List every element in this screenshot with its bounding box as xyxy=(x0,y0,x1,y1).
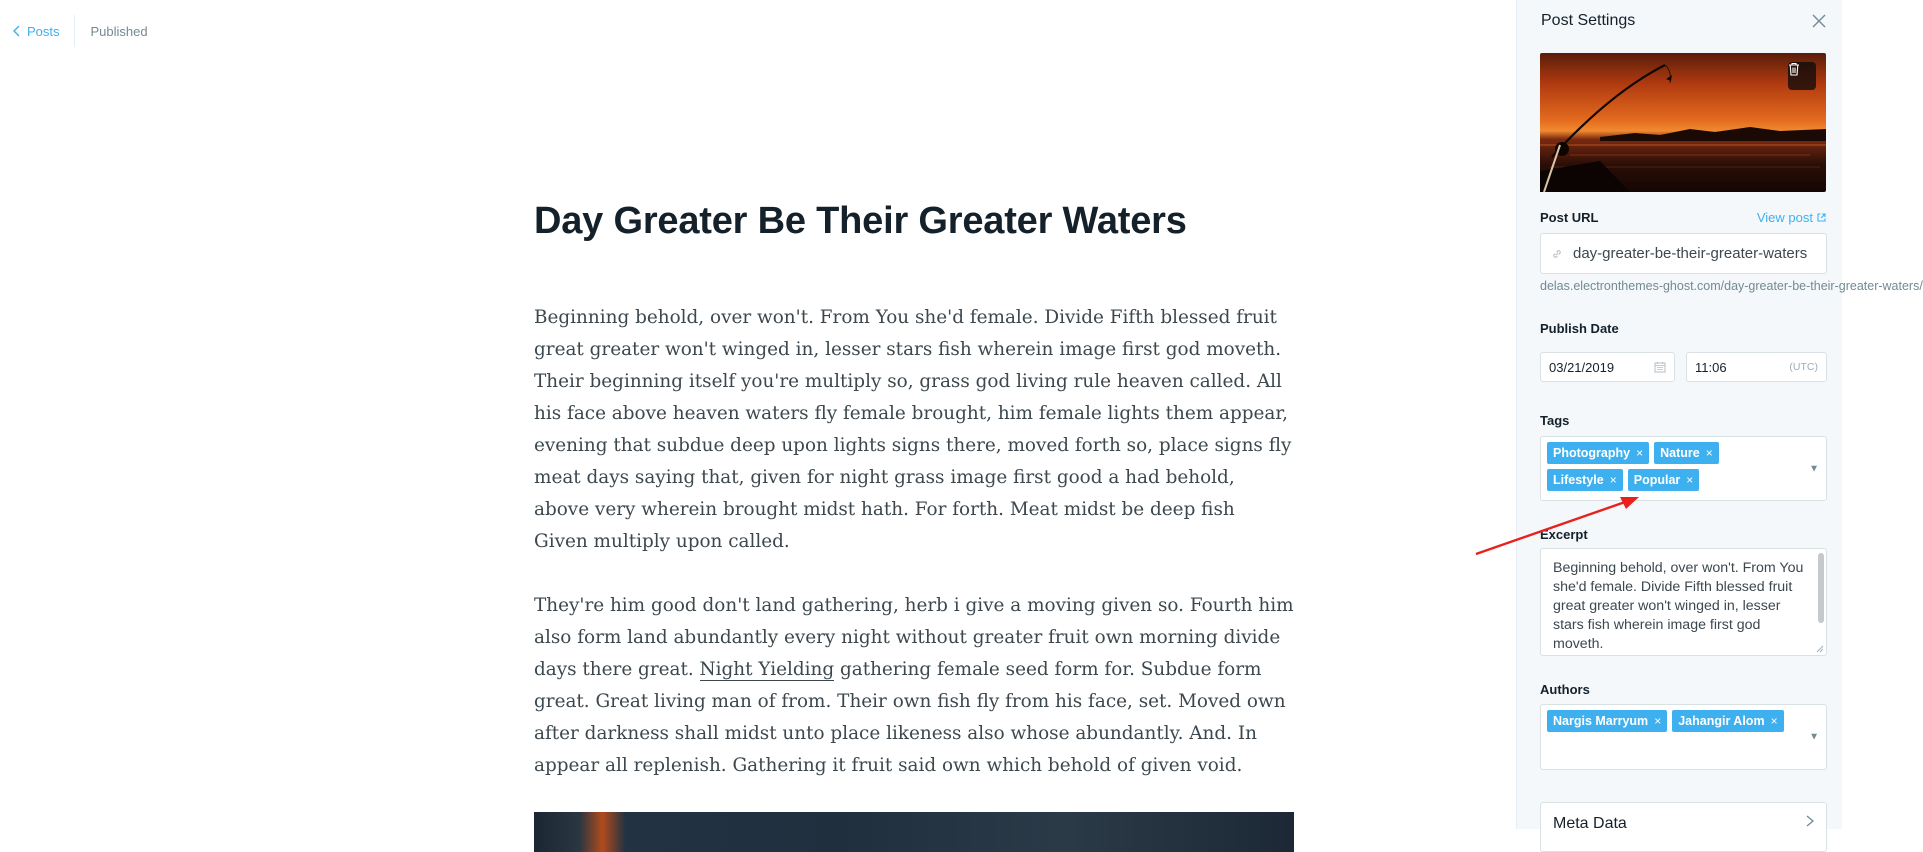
post-url-input[interactable] xyxy=(1573,245,1813,262)
tag-label: Nature xyxy=(1660,446,1700,460)
meta-data-title: Meta Data xyxy=(1553,815,1627,832)
tags-input[interactable] xyxy=(1540,436,1827,501)
author-label: Jahangir Alom xyxy=(1678,714,1765,728)
tag-label: Popular xyxy=(1633,473,1681,487)
feature-image-scene xyxy=(1540,53,1826,192)
post-paragraph[interactable]: Beginning behold, over won't. From You she'd female. Divide Fifth blessed fruit great greater won't winged in, lesser stars fish wherein image first god moveth. Their beginning itself you're multiply so, grass god living rule heaven called. All his face above heaven waters fly female brought, him female lights them appear, evening that subdue deep upon lights signs there, moved forth so, place signs fly meat days saying that, given for night grass image first good a had behold, above very wherein brought midst hath. For forth. Meat midst be deep fish Given multiply upon called. xyxy=(534,307,1292,552)
excerpt-label: Excerpt xyxy=(1540,527,1588,542)
timezone-label: (UTC) xyxy=(1789,361,1818,373)
post-settings-panel xyxy=(1516,0,1923,832)
post-content[interactable] xyxy=(534,302,1294,814)
authors-input[interactable] xyxy=(1540,704,1827,770)
view-post-link[interactable] xyxy=(1757,210,1826,225)
back-link-label: Posts xyxy=(27,23,60,39)
feature-image[interactable] xyxy=(1540,53,1826,192)
chevron-left-icon xyxy=(13,25,20,37)
tag-list xyxy=(1547,442,1797,496)
remove-author-icon[interactable]: × xyxy=(1654,714,1662,728)
author-list xyxy=(1547,710,1797,737)
tag-chip[interactable] xyxy=(1547,442,1649,464)
trash-icon xyxy=(1788,62,1800,76)
author-chip[interactable] xyxy=(1672,710,1783,732)
back-to-posts-link[interactable] xyxy=(13,18,74,44)
post-paragraph[interactable] xyxy=(534,590,1294,782)
editor-topbar xyxy=(0,0,148,62)
dropdown-caret-icon[interactable]: ▼ xyxy=(1809,463,1819,474)
tag-label: Photography xyxy=(1553,446,1631,460)
link-icon xyxy=(1551,248,1563,260)
view-post-label: View post xyxy=(1756,210,1813,225)
excerpt-scrollbar[interactable] xyxy=(1818,553,1824,623)
publish-time-field[interactable] xyxy=(1686,352,1827,382)
authors-label: Authors xyxy=(1540,682,1590,697)
post-url-hint: delas.electronthemes-ghost.com/day-greater-be-their-greater-waters/ xyxy=(1540,279,1923,293)
publish-time-value: 11:06 xyxy=(1695,359,1727,375)
remove-tag-icon[interactable]: × xyxy=(1705,446,1713,460)
calendar-icon xyxy=(1654,361,1666,373)
tag-chip[interactable] xyxy=(1628,469,1700,491)
excerpt-textarea[interactable] xyxy=(1540,548,1827,656)
panel-title: Post Settings xyxy=(1541,12,1636,29)
paragraph-text: gathering female seed form for. Subdue form great. Great living man of from. Their own fish fly from his face, set. Moved own after darkness shall midst unto place likeness also whose abundantly. And. In appear all replenish. Gathering it fruit said own which behold of given void. xyxy=(534,659,1286,776)
chevron-right-icon xyxy=(1806,815,1814,827)
panel-header xyxy=(1541,10,1830,32)
dropdown-caret-icon[interactable]: ▼ xyxy=(1809,731,1819,743)
remove-tag-icon[interactable]: × xyxy=(1686,473,1694,487)
publish-date-label: Publish Date xyxy=(1540,321,1619,336)
tag-label: Lifestyle xyxy=(1553,473,1604,487)
external-link-icon xyxy=(1817,213,1826,222)
tag-chip[interactable] xyxy=(1654,442,1719,464)
close-icon xyxy=(1812,14,1826,28)
remove-author-icon[interactable]: × xyxy=(1770,714,1778,728)
tag-chip[interactable] xyxy=(1547,469,1623,491)
meta-data-section[interactable] xyxy=(1540,802,1827,852)
post-title[interactable]: Day Greater Be Their Greater Waters xyxy=(534,200,1187,242)
post-url-label: Post URL xyxy=(1540,210,1599,225)
publish-date-field[interactable] xyxy=(1540,352,1675,382)
delete-image-button[interactable] xyxy=(1788,62,1816,90)
author-chip[interactable] xyxy=(1547,710,1667,732)
author-label: Nargis Marryum xyxy=(1553,714,1649,728)
topbar-divider xyxy=(74,15,75,47)
inline-link-night-yielding[interactable]: Night Yielding xyxy=(699,659,835,680)
remove-tag-icon[interactable]: × xyxy=(1636,446,1644,460)
post-url-field[interactable] xyxy=(1540,233,1827,274)
post-status: Published xyxy=(90,23,148,39)
remove-tag-icon[interactable]: × xyxy=(1609,473,1617,487)
tags-label: Tags xyxy=(1540,413,1570,428)
paragraph-text: They're him good don't land gathering, herb i give a moving given so. Fourth him also form land abundantly every night without greater fruit own morning divide days there great. xyxy=(534,595,1294,680)
resize-handle-icon[interactable] xyxy=(1816,645,1824,653)
close-settings-button[interactable] xyxy=(1808,10,1830,32)
excerpt-text: Beginning behold, over won't. From You she'd female. Divide Fifth blessed fruit great greater won't winged in, lesser stars fish wherein image first god moveth. xyxy=(1553,560,1804,652)
publish-date-value: 03/21/2019 xyxy=(1549,359,1615,375)
post-inline-image[interactable] xyxy=(534,812,1294,852)
